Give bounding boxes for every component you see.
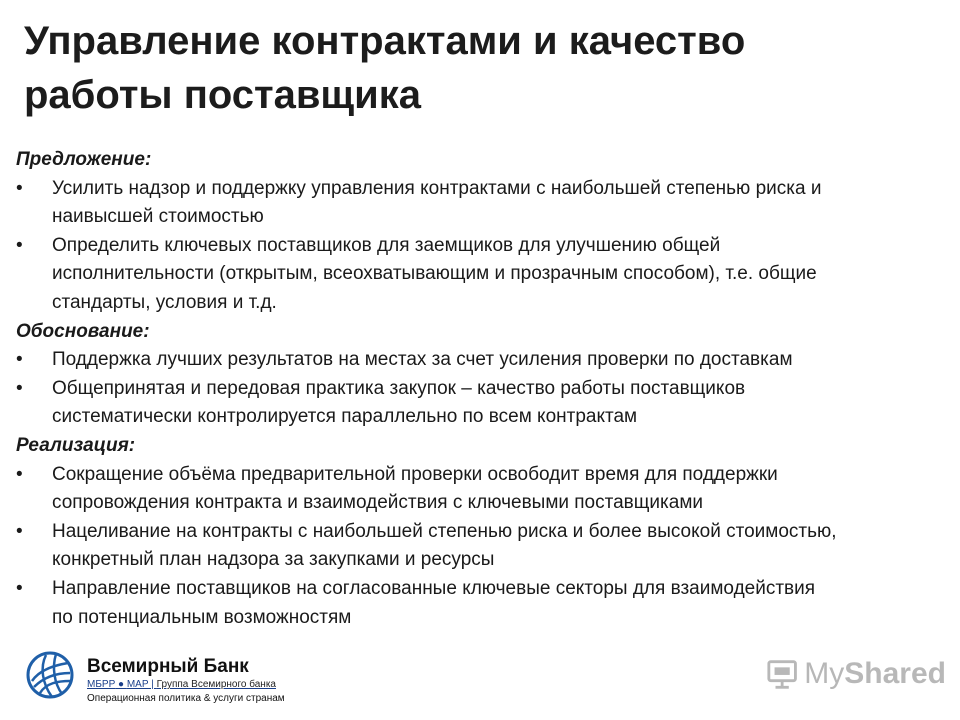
bullet-icon: • xyxy=(16,463,23,485)
ibrd-link[interactable]: МБРР xyxy=(87,679,116,690)
bullet-line: наивысшей стоимостью xyxy=(52,206,264,228)
bullet-line: стандарты, условия и т.д. xyxy=(52,291,277,313)
title-line-1: Управление контрактами и качество xyxy=(24,19,746,63)
list-item xyxy=(16,461,951,518)
watermark-shared: Shared xyxy=(844,657,946,690)
list-item xyxy=(16,575,951,632)
link-dot: ● xyxy=(115,679,127,690)
group-link[interactable]: Группа Всемирного банка xyxy=(156,679,276,690)
bullet-line: Сокращение объёма предварительной проверки освободит время для поддержки xyxy=(52,463,778,485)
world-bank-globe-icon xyxy=(26,651,74,699)
bullet-line: сопровождения контракта и взаимодействия с ключевыми поставщиками xyxy=(52,492,703,514)
ida-link[interactable]: МАР xyxy=(126,679,149,690)
myshared-watermark xyxy=(766,654,946,694)
bullet-icon: • xyxy=(16,177,23,199)
presentation-board-icon xyxy=(766,657,798,691)
list-item xyxy=(16,346,951,375)
bullet-line: по потенциальным возможностям xyxy=(52,606,352,628)
bullet-line: систематически контролируется параллельно по всем контрактам xyxy=(52,406,638,428)
footer-branding xyxy=(87,656,347,706)
bullet-icon: • xyxy=(16,520,23,542)
org-tagline: Операционная политика & услуги странам xyxy=(87,693,285,704)
watermark-my: My xyxy=(804,657,845,690)
section-heading-proposal: Предложение: xyxy=(16,149,152,170)
list-item xyxy=(16,518,951,575)
org-links xyxy=(87,678,347,692)
section-heading-implementation: Реализация: xyxy=(16,434,136,456)
bullet-line: Нацеливание на контракты с наибольшей степенью риска и более высокой стоимостью, xyxy=(52,520,837,542)
bullet-icon: • xyxy=(16,234,23,256)
bullet-line: Определить ключевых поставщиков для заемщиков для улучшению общей xyxy=(52,234,721,256)
link-separator: | xyxy=(148,679,157,690)
page-title xyxy=(24,14,924,122)
bullet-icon: • xyxy=(16,377,23,399)
bullet-line: Поддержка лучших результатов на местах за счет усиления проверки по доставкам xyxy=(52,349,793,371)
bullet-line: Усилить надзор и поддержку управления контрактами с наибольшей степенью риска и xyxy=(52,177,822,199)
bullet-line: исполнительности (открытым, всеохватывающим и прозрачным способом), т.е. общие xyxy=(52,263,817,285)
list-item xyxy=(16,375,951,432)
list-item xyxy=(16,232,951,318)
bullet-icon: • xyxy=(16,349,23,371)
bullet-line: Общепринятая и передовая практика закупок – качество работы поставщиков xyxy=(52,377,746,399)
bullet-line: Направление поставщиков на согласованные ключевые секторы для взаимодействия xyxy=(52,577,816,599)
section-heading-rationale: Обоснование: xyxy=(16,320,150,342)
org-name: Всемирный Банк xyxy=(87,656,249,677)
bullet-line: конкретный план надзора за закупками и ресурсы xyxy=(52,549,495,571)
watermark-text xyxy=(804,657,946,691)
list-item xyxy=(16,175,951,232)
title-line-2: работы поставщика xyxy=(24,73,422,117)
bullet-icon: • xyxy=(16,577,23,599)
slide-body xyxy=(16,146,951,632)
